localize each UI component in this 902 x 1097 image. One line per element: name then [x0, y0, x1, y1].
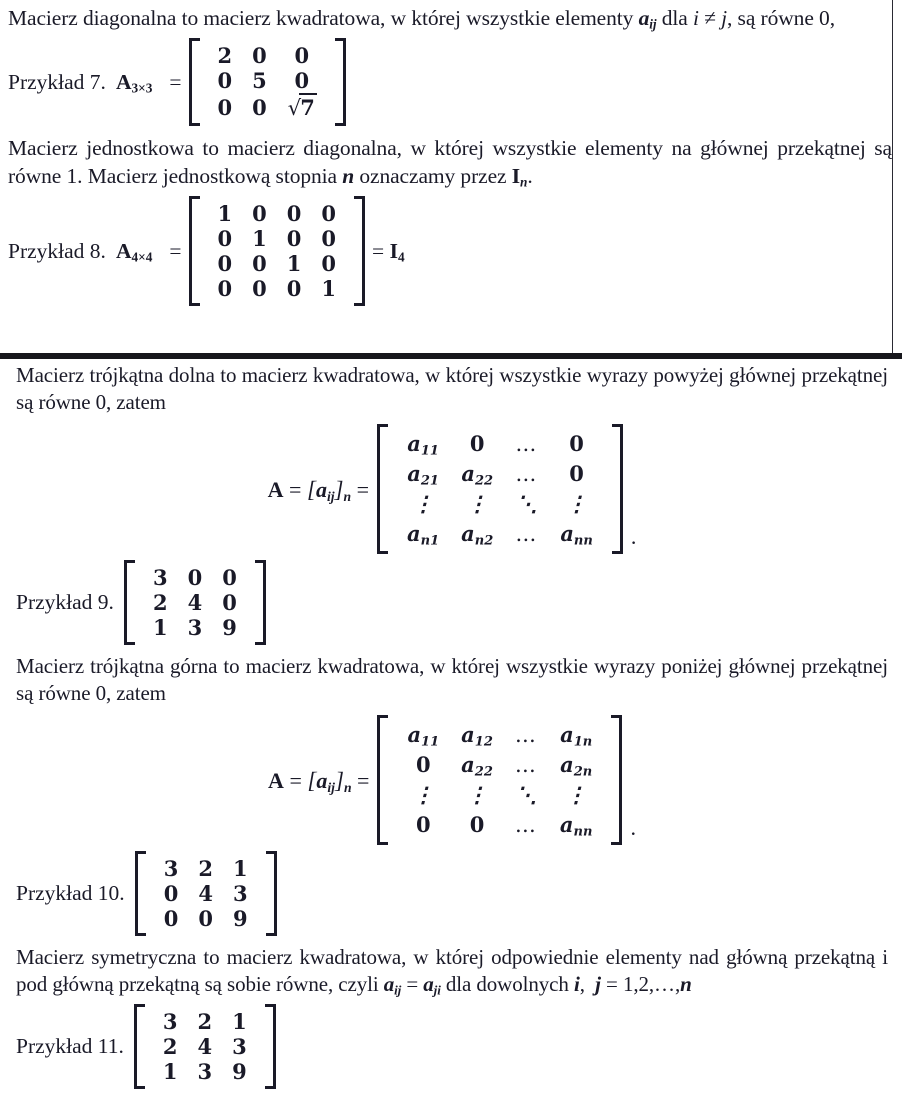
example-11 — [16, 1004, 888, 1089]
matrix-cell: 0 — [222, 590, 237, 615]
matrix-cell: $a_{22}$ — [461, 752, 493, 780]
matrix-cell: 1 — [232, 856, 248, 881]
display-lower-trailing: . — [630, 524, 637, 549]
matrix-cell: 0 — [252, 251, 267, 276]
matrix-cell: 1 — [232, 1009, 247, 1034]
example-10-matrix — [135, 851, 277, 936]
matrix-cell: 0 — [252, 201, 267, 226]
matrix-cell: $a_{11}$ — [407, 722, 440, 750]
matrix-cell: ⋮ — [412, 491, 434, 516]
matrix-cell: 0 — [217, 276, 233, 301]
matrix-cell: 0 — [321, 226, 337, 251]
matrix-cell: ⋱ — [516, 491, 538, 516]
example-11-label: Przykład 11. — [16, 1034, 124, 1058]
matrix-cell: 2 — [198, 856, 213, 881]
matrix-cell: $a_{n1}$ — [407, 521, 440, 549]
matrix-cell: 0 — [252, 94, 267, 120]
matrix-cell: ⋮ — [565, 782, 587, 807]
example-7-label: Przykład 7. — [8, 69, 106, 94]
matrix-cell: 2 — [197, 1009, 213, 1034]
matrix-cell: 0 — [217, 94, 233, 120]
matrix-grid — [390, 715, 609, 845]
matrix-cell: 1 — [252, 226, 267, 251]
matrix-grid — [148, 851, 264, 936]
matrix-cell: 9 — [232, 1059, 247, 1084]
matrix-cell: $a_{nn}$ — [560, 521, 593, 549]
display-lower-lead: $A = [a_{ij}]_n$ = — [267, 475, 370, 504]
matrix-cell: ⋮ — [566, 491, 588, 516]
bracket-right — [611, 715, 622, 845]
example-7 — [8, 38, 892, 126]
matrix-cell: … — [514, 723, 538, 747]
example-7-symbol: $A_{3\times 3}$ — [115, 69, 153, 96]
matrix-cell: 0 — [252, 43, 267, 68]
matrix-cell: 0 — [187, 565, 203, 590]
matrix-cell: 0 — [163, 881, 179, 906]
matrix-cell: 0 — [286, 201, 302, 226]
bracket-left — [189, 196, 200, 306]
matrix-cell: 3 — [187, 615, 203, 640]
example-8-symbol: $A_{4\times 4}$ — [115, 238, 153, 265]
matrix-cell: 0 — [294, 43, 310, 68]
bracket-right — [335, 38, 346, 126]
matrix-cell: 3 — [232, 881, 248, 906]
bracket-left — [189, 38, 200, 126]
matrix-cell: 4 — [187, 590, 203, 615]
matrix-cell: 0 — [569, 431, 584, 456]
section-triangular-symmetric — [0, 362, 902, 1097]
matrix-cell: 0 — [163, 906, 179, 931]
matrix-cell: $a_{2n}$ — [560, 752, 593, 780]
matrix-cell: $a_{n2}$ — [461, 521, 494, 549]
bracket-right — [612, 424, 623, 554]
example-8-matrix — [189, 196, 366, 306]
matrix-cell: $a_{1n}$ — [560, 722, 593, 750]
display-lower-triangular — [16, 424, 888, 554]
paragraph-diagonal-definition: Macierz diagonalna to macierz kwadratowa, w której wszystkie elementy $a_{ij}$ dla i ≠ j, są równe 0, — [8, 6, 835, 32]
matrix-cell: $a_{22}$ — [461, 461, 494, 489]
matrix-cell: ⋮ — [466, 491, 488, 516]
matrix-cell: 3 — [162, 1009, 178, 1034]
matrix-cell-sqrt7: √7 — [287, 95, 315, 120]
bracket-left — [134, 1004, 145, 1089]
section-diagonal-identity — [0, 0, 902, 354]
matrix-cell: 2 — [217, 43, 233, 68]
matrix-cell: … — [514, 753, 538, 777]
matrix-grid — [147, 1004, 263, 1089]
matrix-cell: 0 — [321, 251, 337, 276]
matrix-cell: 2 — [162, 1034, 178, 1059]
example-7-matrix — [189, 38, 346, 126]
example-9 — [16, 560, 888, 645]
example-10 — [16, 851, 888, 936]
matrix-cell: 0 — [321, 201, 337, 226]
example-9-matrix — [124, 560, 266, 645]
matrix-cell: 0 — [217, 251, 233, 276]
lower-triangular-matrix — [377, 424, 623, 554]
example-8-relation: = — [169, 238, 182, 263]
bracket-right — [266, 851, 277, 936]
example-8 — [8, 196, 892, 306]
bracket-left — [124, 560, 135, 645]
matrix-cell: 0 — [252, 276, 267, 301]
example-10-label: Przykład 10. — [16, 881, 125, 905]
matrix-grid — [390, 424, 610, 554]
bracket-left — [377, 715, 388, 845]
paragraph-upper-triangular-definition: Macierz trójkątna górna to macierz kwadratowa, w której wszystkie wyrazy poniżej głównej przekątnej są równe 0, zatem — [16, 654, 888, 705]
matrix-cell: 0 — [415, 752, 431, 777]
paragraph-identity-definition: Macierz jednostkowa to macierz diagonalna, w której wszystkie elementy na głównej przekątnej są równe 1. Macierz jednostkową stopnia n oznaczamy przez $I_n$. — [8, 136, 892, 190]
matrix-cell: $a_{12}$ — [461, 722, 493, 750]
matrix-cell: 0 — [222, 565, 237, 590]
matrix-cell: … — [515, 522, 539, 546]
matrix-cell: 3 — [163, 856, 179, 881]
matrix-cell: 0 — [286, 226, 302, 251]
matrix-cell: 3 — [152, 565, 168, 590]
display-upper-lead: $A = [a_{ij}]_n$ = — [268, 766, 370, 795]
matrix-cell: $a_{nn}$ — [559, 812, 593, 840]
bracket-left — [135, 851, 146, 936]
matrix-grid — [202, 38, 333, 126]
matrix-cell: 2 — [152, 590, 168, 615]
matrix-cell: 1 — [321, 276, 337, 301]
matrix-grid — [202, 196, 353, 306]
paragraph-lower-triangular-definition: Macierz trójkątna dolna to macierz kwadratowa, w której wszystkie wyrazy powyżej głównej przekątnej są równe 0, zatem — [16, 363, 888, 414]
matrix-cell: 0 — [286, 276, 302, 301]
bracket-left — [377, 424, 388, 554]
matrix-cell: 0 — [217, 226, 233, 251]
section-divider — [0, 353, 902, 359]
bracket-right — [255, 560, 266, 645]
example-7-relation: = — [169, 69, 182, 94]
matrix-cell: 0 — [569, 461, 584, 486]
matrix-cell: ⋱ — [515, 782, 537, 807]
matrix-cell: … — [514, 813, 538, 837]
matrix-cell: … — [515, 432, 539, 456]
matrix-cell: 1 — [162, 1059, 178, 1084]
bracket-right — [265, 1004, 276, 1089]
upper-triangular-matrix — [377, 715, 622, 845]
matrix-cell: 5 — [252, 68, 267, 93]
example-8-label: Przykład 8. — [8, 238, 106, 263]
matrix-cell: $a_{11}$ — [407, 431, 439, 459]
matrix-cell: 9 — [222, 615, 237, 640]
matrix-cell: $a_{21}$ — [407, 461, 439, 489]
matrix-cell: 0 — [217, 68, 233, 93]
matrix-cell: 3 — [197, 1059, 213, 1084]
matrix-cell: 1 — [217, 201, 233, 226]
matrix-cell: 9 — [232, 906, 248, 931]
matrix-cell: 0 — [469, 431, 485, 456]
matrix-cell: 4 — [198, 881, 213, 906]
display-upper-triangular — [16, 715, 888, 845]
paragraph-symmetric-definition: Macierz symetryczna to macierz kwadratowa, w której odpowiednie elementy nad główną przekątną i pod główną przekątną są sobie równe, czyli $a_{ij} = a_{ji}$ dla dowolnych i, j = 1,2,…,n — [16, 945, 888, 998]
matrix-cell: 0 — [469, 812, 485, 837]
example-8-result: = $I_4$ — [372, 238, 405, 265]
matrix-cell: 4 — [197, 1034, 213, 1059]
matrix-cell: ⋮ — [412, 782, 434, 807]
matrix-cell: 0 — [415, 812, 431, 837]
display-upper-trailing: . — [630, 815, 636, 840]
page-right-rule — [892, 0, 893, 354]
bracket-right — [354, 196, 365, 306]
matrix-cell: 3 — [232, 1034, 247, 1059]
matrix-cell: ⋮ — [466, 782, 488, 807]
example-9-label: Przykład 9. — [16, 590, 114, 614]
example-11-matrix — [134, 1004, 276, 1089]
matrix-cell: … — [515, 462, 539, 486]
matrix-grid — [137, 560, 253, 645]
matrix-cell: 1 — [152, 615, 168, 640]
matrix-cell: 0 — [294, 68, 310, 93]
matrix-cell: 1 — [286, 251, 302, 276]
matrix-cell: 0 — [198, 906, 213, 931]
